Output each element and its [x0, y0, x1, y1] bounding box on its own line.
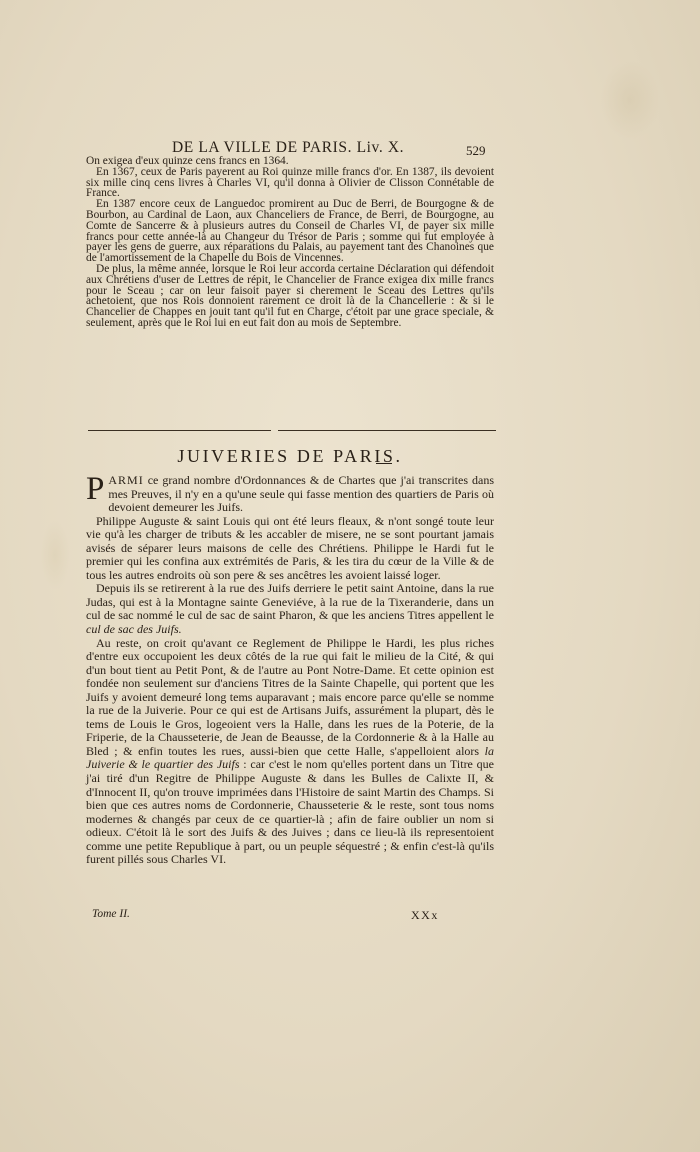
volume-label: Tome II. [92, 908, 130, 920]
opening-word: ARMI [108, 473, 144, 487]
paragraph: En 1367, ceux de Paris payerent au Roi quinze mille francs d'or. En 1387, ils devoient six mille cinq cens livres à Charles VI, qu'il donna à Olivier de Clisson Connétable de France. [86, 165, 494, 200]
page-footer [0, 908, 700, 926]
paragraph: En 1387 encore ceux de Languedoc promirent au Duc de Berri, de Bourgogne & de Bourbon, au Cardinal de Laon, aux Chanceliers de France, de Berri, de Bourgogne, au Comte de Sancerre & à plusieurs autres du Conseil de Charles VI, de payer six mille francs pour cette année-là au Changeur du Trésor de Paris ; somme qui fut employée à payer les gens de guerre, aux réparations du Palais, au payement tant des Chanoines que de l'amortissement de la Chapelle du Bois de Vincennes. [86, 198, 494, 265]
paper-stain [600, 60, 660, 140]
paragraph: On exigea d'eux quinze cens francs en 1364. [86, 155, 289, 167]
paragraph: De plus, la même année, lorsque le Roi leur accorda certaine Déclaration qui défendoit aux Chrétiens d'user de Lettres de répit, le Chancelier de France exigea dix mille francs pour le Sceau ; car on leur faisoit payer si cherement le Sceau des Lettres qu'ils achetoient, que nos Rois donnoient rarement ce droit là de la Chancellerie : & si le Chancelier de Chappes en jouit tant qu'il fut en Charge, c'étoit par une grace speciale, & seulement, après que le Roi lui en eut fait don au mois de Septembre. [86, 262, 494, 329]
title-underline [376, 463, 392, 464]
italic-phrase: cul de sac des Juifs. [86, 622, 182, 637]
paragraph-text: Au reste, on croit qu'avant ce Reglement de Philippe le Hardi, les plus riches d'entre eux occupoient les deux côtés de la rue qui fait le milieu de la Cité, & qui d'un bout tient au Petit Pont, & de l'autre au Pont Notre-Dame. Et cette opinion est fondée non seulement sur d'anciens Titres de la Sainte Chapelle, qui portent que les Juifs y avoient demeuré long tems auparavant ; mais encore parce qu'elle se nomme la rue de la Juiverie. Pour ce qui est de Artisans Juifs, assurément la plupart, dès le tems de Louis le Gros, logeoient vers la Halle, dans les rues de la Poterie, de la Friperie, de la Chausseterie, de Jean de Beausse, de la Cordonnerie & à la Halle au Bled ; & enfin toutes les rues, aussi-bien que cette Halle, s'appelloient alors [86, 635, 494, 758]
paragraph-text: : car c'est le nom qu'elles portent dans un Titre que j'ai tiré d'un Regitre de Philippe Auguste & dans les Bulles de Calixte II, & d'Innocent II, qu'on trouve imprimées dans l'Histoire de saint Martin des Champs. Si bien que ces autres noms de Cordonnerie, Chausseterie & le reste, sont tous noms modernes & changés par ceux de ce quartier-là ; afin de faire oublier un nom si odieux. C'étoit là le sort des Juifs & des Juives ; dans ce lieu-là ils representoient comme une petite Republique à part, ou un peuple séquestré ; & enfin c'est-là qu'ils furent pillés sous Charles VI. [86, 757, 494, 867]
signature-mark: XXx [411, 908, 439, 922]
page-number: 529 [466, 143, 486, 158]
paragraph [86, 637, 494, 867]
section-divider-left [88, 430, 271, 431]
paper-stain [40, 520, 70, 590]
first-section-text [86, 156, 494, 329]
italic-phrase: la Juiverie & le quartier des Juifs [86, 743, 494, 772]
second-section-text [86, 471, 494, 867]
section-divider-right [278, 430, 496, 431]
running-head: DE LA VILLE DE PARIS. Liv. X. [172, 139, 405, 156]
drop-cap: P [86, 471, 105, 507]
section-title: JUIVERIES DE PARIS. [177, 446, 403, 466]
paragraph-text: Depuis ils se retirerent à la rue des Juifs derriere le petit saint Antoine, dans la rue Judas, qui est à la Montagne sainte Geneviéve, à la rue de la Tixeranderie, dans un cul de sac nommé le cul de sac de saint Pharon, & que les anciens Titres appellent le [86, 581, 494, 623]
paragraph-text: ce grand nombre d'Ordonnances & de Chartes que j'ai transcrites dans mes Preuves, il n'y en a qu'une seule qui fasse mention des quartiers de Paris où devoient demeurer les Juifs. [108, 473, 494, 515]
opening-paragraph [86, 471, 494, 515]
paragraph [86, 582, 494, 636]
paragraph: Philippe Auguste & saint Louis qui ont été leurs fleaux, & n'ont songé toute leur vie qu'à les charger de tributs & les accabler de misere, ne se sont pourtant jamais avisés de séparer leurs maisons de celle des Chrétiens. Philippe le Hardi fut le premier qui les confina aux extrémités de Paris, & les tira du cœur de la Ville & de tous les autres endroits où son pere & ses ancêtres les avoient laissé loger. [86, 513, 494, 582]
